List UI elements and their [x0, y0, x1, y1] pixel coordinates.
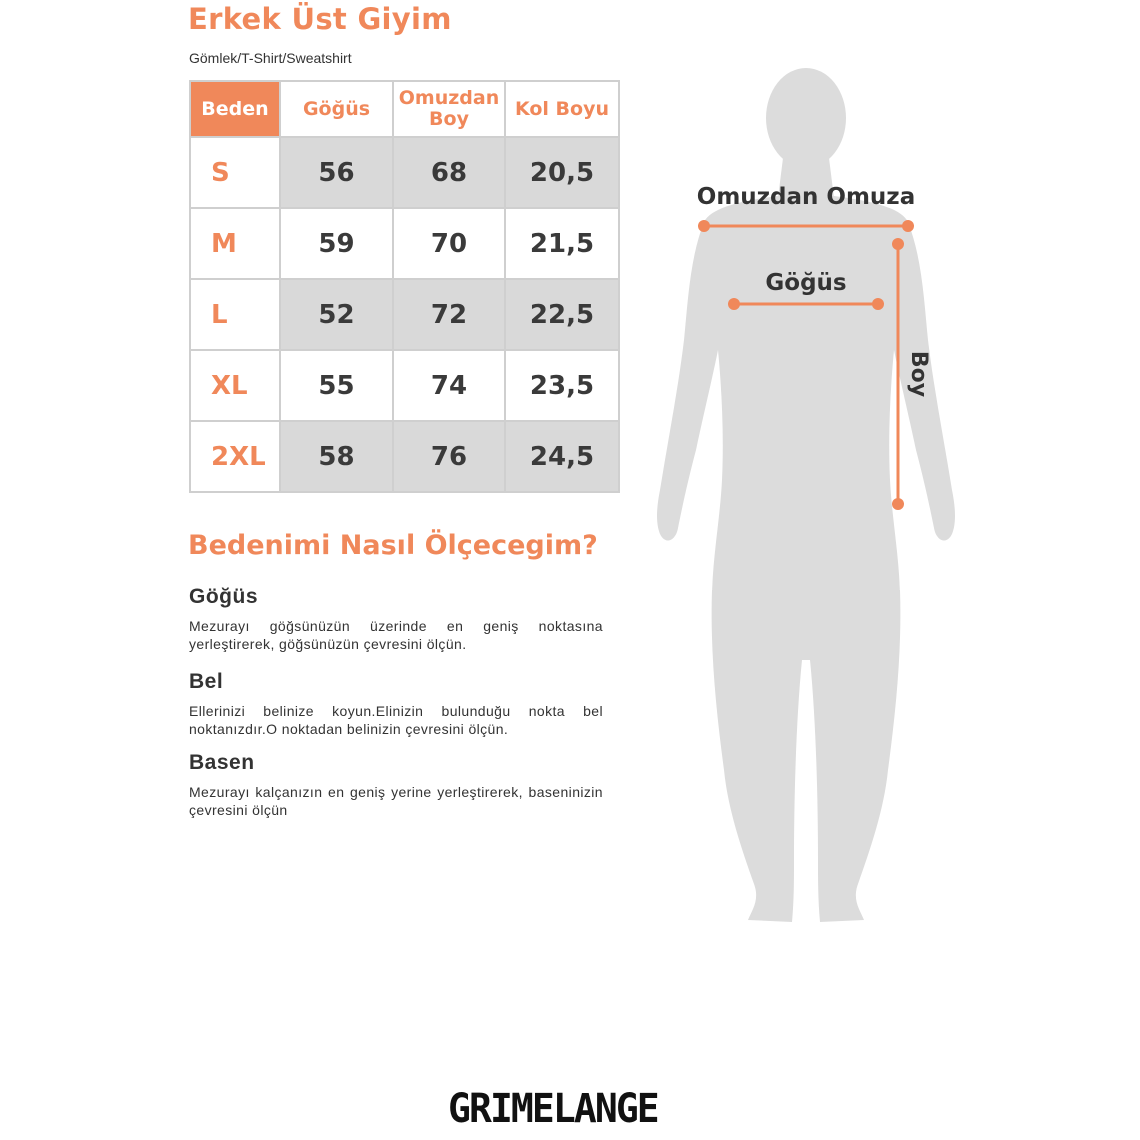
boy-cell: 74 [393, 350, 505, 421]
kol-cell: 22,5 [505, 279, 619, 350]
guide-bel-text: Ellerinizi belinize koyun.Elinizin bulunduğu nokta bel noktanızdır.O noktadan belinizin çevresini ölçün. [189, 703, 603, 737]
brand-logo: GRIMELANGE [448, 1086, 658, 1132]
header-gogus: Göğüs [280, 81, 393, 137]
table-row [190, 137, 619, 208]
guide-basen-text: Mezurayı kalçanızın en geniş yerine yerleştirerek, baseninizin çevresini ölçün [189, 784, 603, 818]
table-row [190, 208, 619, 279]
boy-cell: 68 [393, 137, 505, 208]
size-cell: 2XL [190, 421, 280, 492]
boy-cell: 72 [393, 279, 505, 350]
size-cell: XL [190, 350, 280, 421]
kol-cell: 21,5 [505, 208, 619, 279]
header-kol-boyu: Kol Boyu [505, 81, 619, 137]
chest-label: Göğüs [765, 270, 847, 296]
table-row [190, 421, 619, 492]
table-row [190, 350, 619, 421]
gogus-cell: 55 [280, 350, 393, 421]
guide-gogus-text: Mezurayı göğsünüzün üzerinde en geniş noktasına yerleştirerek, göğsünüzün çevresini ölçün. [189, 618, 603, 652]
gogus-cell: 52 [280, 279, 393, 350]
length-label: Boy [906, 350, 931, 398]
header-omuzdan-boy: Omuzdan Boy [393, 81, 505, 137]
guide-basen-title: Basen [189, 751, 255, 774]
header-beden: Beden [190, 81, 280, 137]
page-subtitle: Gömlek/T-Shirt/Sweatshirt [189, 50, 352, 66]
kol-cell: 24,5 [505, 421, 619, 492]
size-table-header-row [190, 81, 619, 137]
size-cell: S [190, 137, 280, 208]
guide-title: Bedenimi Nasıl Ölçecegim? [188, 530, 598, 561]
kol-cell: 23,5 [505, 350, 619, 421]
gogus-cell: 58 [280, 421, 393, 492]
guide-gogus-title: Göğüs [189, 585, 258, 608]
gogus-cell: 59 [280, 208, 393, 279]
boy-cell: 70 [393, 208, 505, 279]
table-row [190, 279, 619, 350]
boy-cell: 76 [393, 421, 505, 492]
kol-cell: 20,5 [505, 137, 619, 208]
guide-bel-title: Bel [189, 670, 224, 693]
body-measurement-figure [640, 60, 970, 940]
size-cell: L [190, 279, 280, 350]
gogus-cell: 56 [280, 137, 393, 208]
shoulder-label: Omuzdan Omuza [696, 184, 916, 210]
page-title: Erkek Üst Giyim [188, 2, 452, 36]
size-cell: M [190, 208, 280, 279]
size-table [189, 80, 620, 493]
